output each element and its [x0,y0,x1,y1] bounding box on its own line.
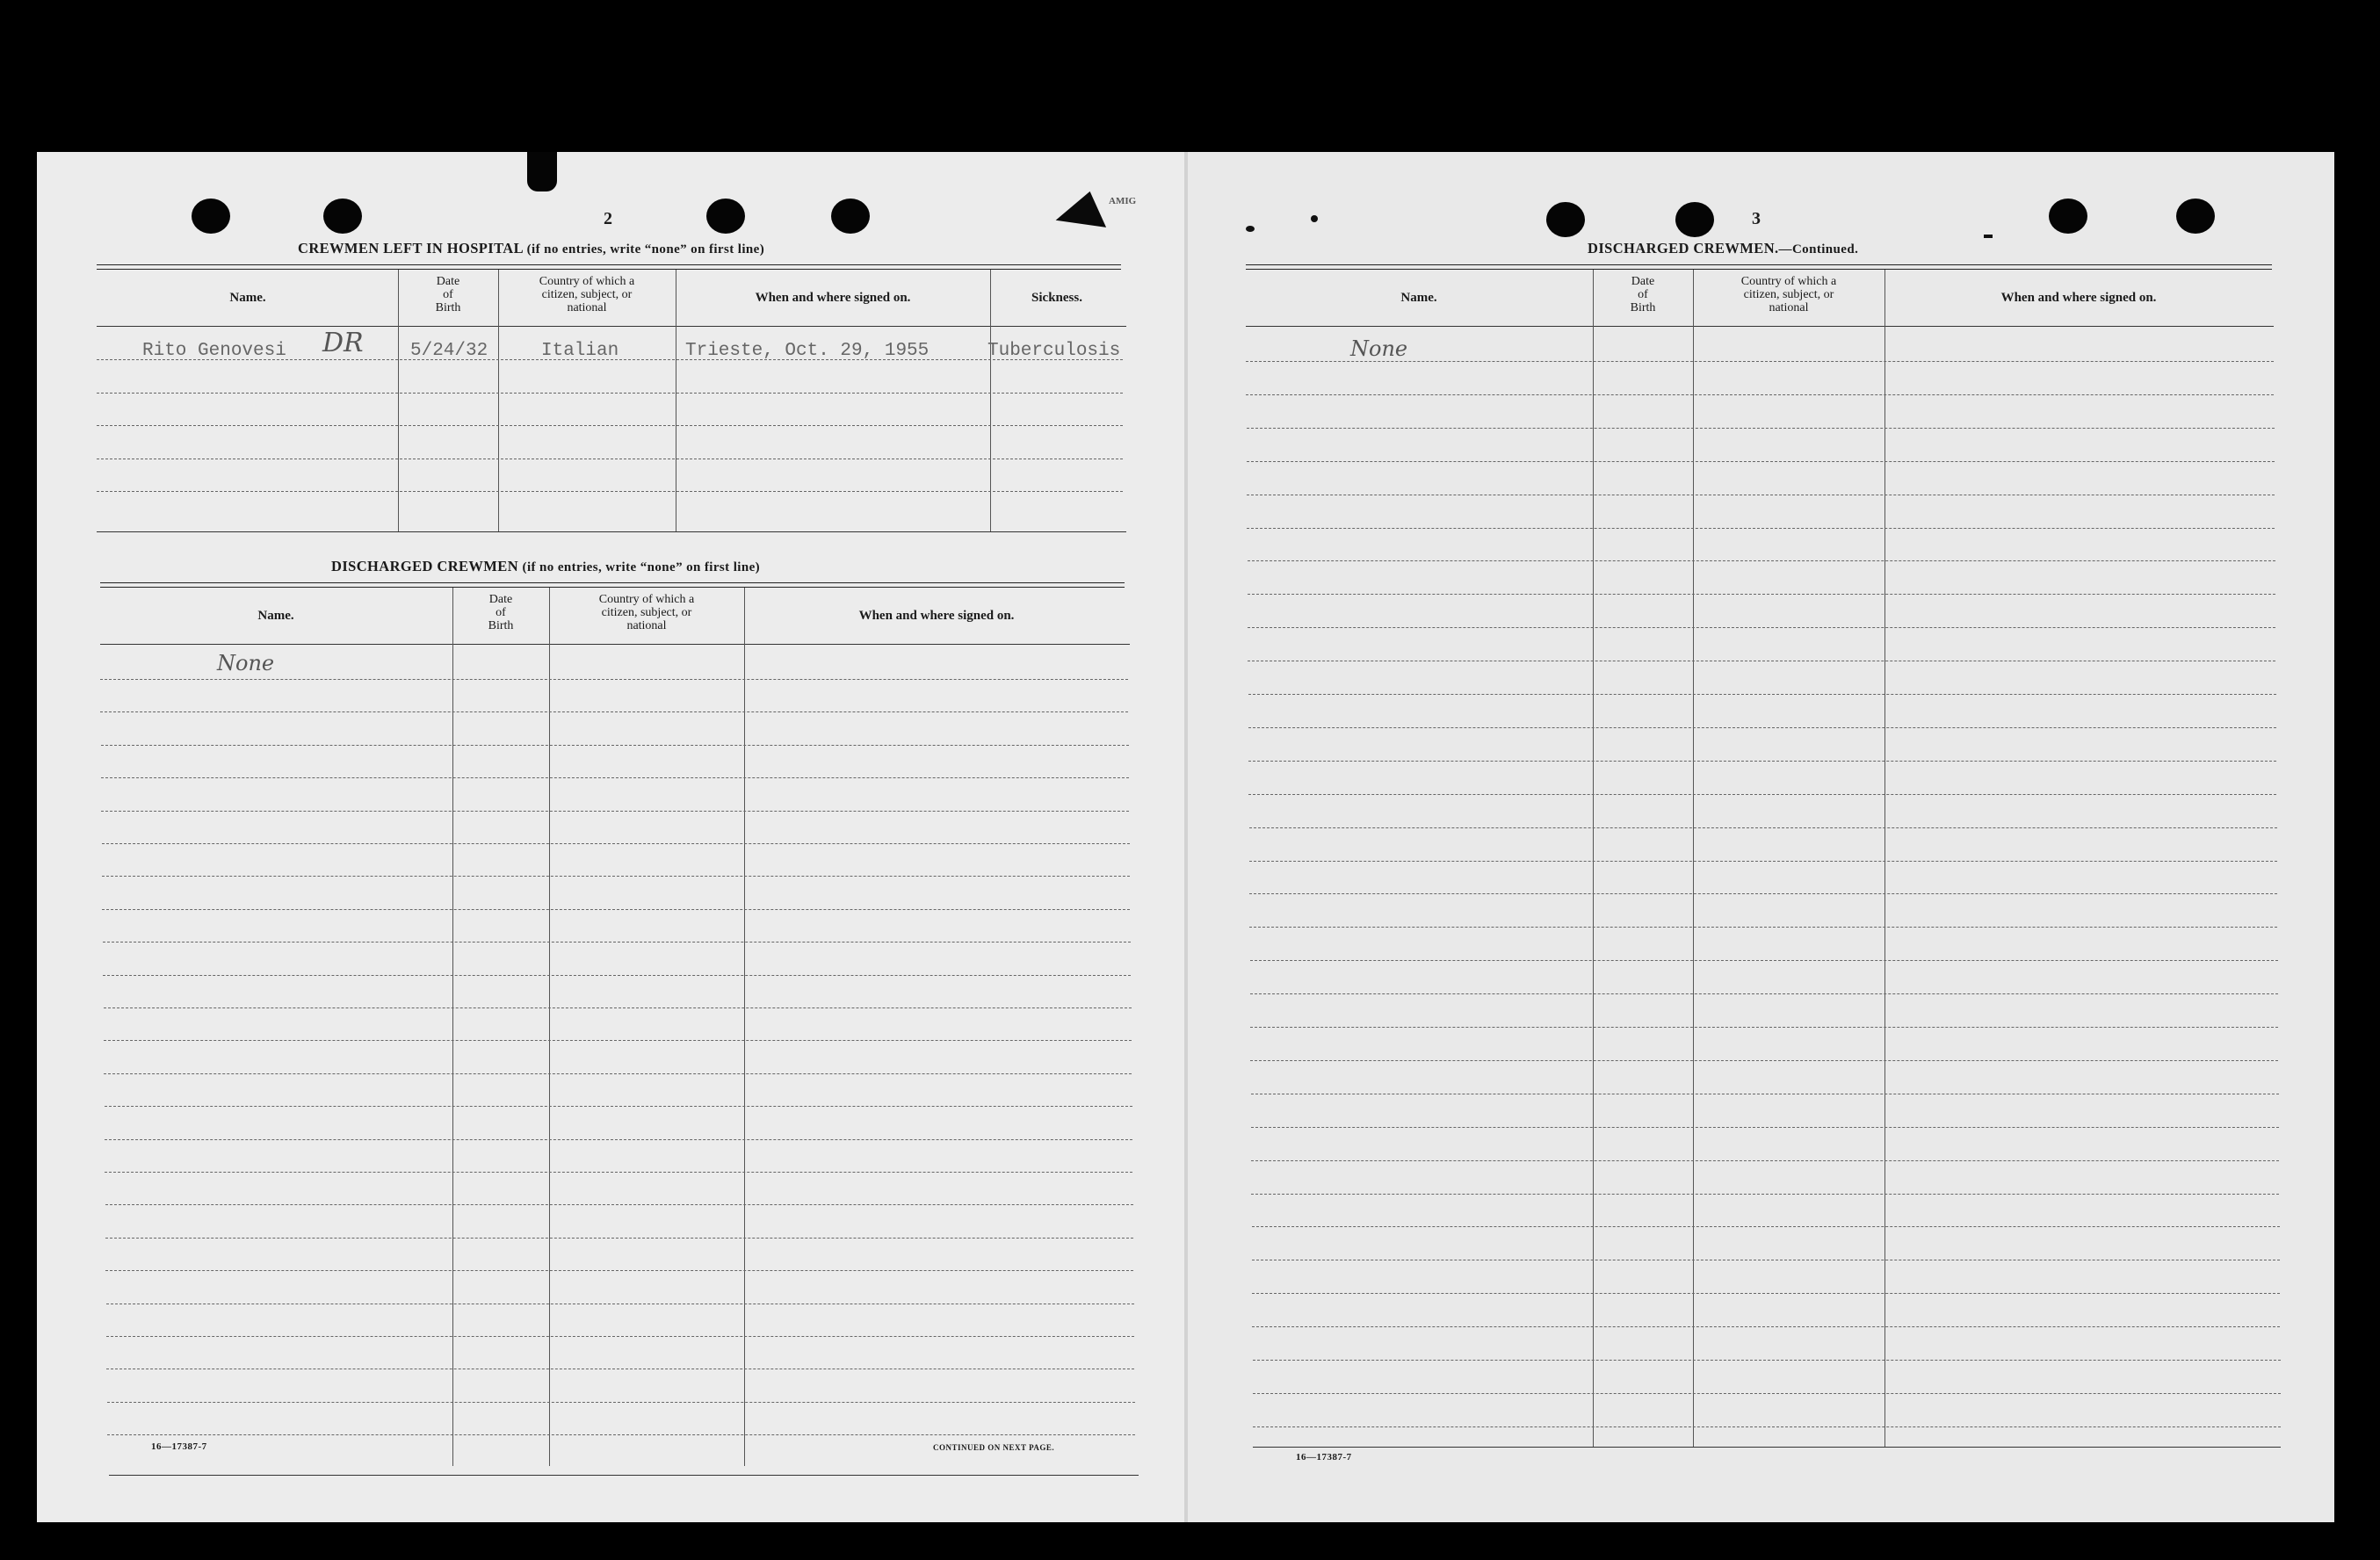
entry-row-line [1248,594,2275,595]
entry-row-line [107,1434,1135,1435]
discharged-continued-title: DISCHARGED CREWMEN.—Continued. [1588,240,1859,256]
column-divider [549,588,550,1466]
column-divider [990,270,991,531]
entry-row-line [101,777,1129,778]
section-rule [97,264,1121,270]
ink-speck [1311,215,1318,222]
column-divider [398,270,399,531]
column-divider [1884,270,1885,1447]
hospital-entry-country: Italian [541,341,619,361]
entry-row-line [105,1204,1133,1205]
entry-row-line [1253,1393,2281,1394]
entry-row-line [1248,560,2275,561]
punch-hole [1675,202,1714,237]
entry-row-line [1246,394,2274,395]
entry-row-line [1252,1326,2280,1327]
left-page [37,152,1188,1522]
page-number: 3 [1752,209,1761,228]
hospital-entry-signed-on: Trieste, Oct. 29, 1955 [685,341,930,361]
entry-row-line [1252,1293,2280,1294]
torn-mark [527,152,557,191]
entry-row-line [1249,927,2277,928]
entry-row-line [1252,1226,2280,1227]
stamp-fragment: AMIG [1109,196,1137,206]
column-divider [1693,270,1694,1447]
col-header-signed-on: When and where signed on. [755,291,911,305]
ink-speck [1984,235,1993,238]
column-divider [744,588,745,1466]
entry-row-line [1248,761,2276,762]
entry-row-line [1250,1060,2278,1061]
header-rule [100,644,1130,645]
col-header-name: Name. [257,609,294,623]
table-bottom-rule [1253,1447,2281,1448]
col-header-country: Country of which a citizen, subject, or national [1740,275,1837,314]
hospital-entry-name: Rito Genovesi [142,341,286,361]
entry-row-line [105,1238,1133,1239]
col-header-dob: Date of Birth [435,275,461,314]
ink-blot [1056,187,1111,228]
entry-row-line [105,1139,1132,1140]
section-bottom-rule [97,531,1126,532]
section-rule [100,582,1125,588]
punch-hole [831,199,870,234]
entry-row-line [1247,528,2275,529]
col-header-signed-on: When and where signed on. [858,609,1015,623]
entry-row-line [97,359,1123,360]
entry-row-line [1250,1027,2278,1028]
entry-row-line [1248,727,2276,728]
punch-hole [192,199,230,234]
entry-row-line [107,1402,1135,1403]
entry-row-line [1251,1160,2279,1161]
entry-row-line [97,393,1123,394]
col-header-signed-on: When and where signed on. [2000,291,2157,305]
entry-row-line [103,975,1131,976]
col-header-dob: Date of Birth [1630,275,1656,314]
table-bottom-rule [109,1475,1139,1476]
continued-note: CONTINUED ON NEXT PAGE. [933,1443,1055,1452]
entry-row-line [102,843,1130,844]
entry-row-line [1249,893,2277,894]
discharged-entry-none: None [217,651,275,675]
entry-row-line [1250,993,2278,994]
entry-row-line [102,909,1130,910]
col-header-country: Country of which a citizen, subject, or national [539,275,635,314]
right-page [1188,152,2334,1522]
entry-row-line [100,711,1128,712]
header-rule [1246,326,2274,327]
col-header-name: Name. [229,291,266,305]
col-header-dob: Date of Birth [488,593,514,632]
form-number: 16—17387-7 [151,1441,207,1452]
entry-row-line [104,1073,1132,1074]
ink-speck [1246,226,1255,232]
punch-hole [2176,199,2215,234]
page-number: 2 [604,209,612,228]
entry-row-line [1253,1426,2281,1427]
hospital-entry-dob: 5/24/32 [410,341,488,361]
entry-row-line [1251,1127,2279,1128]
entry-row-line [1247,428,2275,429]
entry-row-line [1250,960,2278,961]
entry-row-line [1251,1194,2279,1195]
column-divider [1593,270,1594,1447]
punch-hole [706,199,745,234]
discharged-entry-none: None [1350,336,1408,361]
col-header-name: Name. [1400,291,1437,305]
entry-row-line [102,876,1130,877]
section-rule [1246,264,2272,270]
punch-hole [2049,199,2087,234]
entry-row-line [1249,827,2277,828]
punch-hole [1546,202,1585,237]
entry-row-line [105,1106,1132,1107]
punch-hole [323,199,362,234]
hospital-entry-sickness: Tuberculosis [987,341,1121,361]
entry-row-line [1253,1360,2281,1361]
entry-row-line [105,1172,1132,1173]
entry-row-line [104,1040,1132,1041]
discharged-section-title: DISCHARGED CREWMEN (if no entries, write “none” on first line) [331,558,761,574]
hospital-entry-initials: DR [322,328,364,358]
entry-row-line [97,491,1123,492]
hospital-section-title: CREWMEN LEFT IN HOSPITAL (if no entries, write “none” on first line) [298,240,765,256]
entry-row-line [1246,361,2274,362]
entry-row-line [1247,461,2275,462]
entry-row-line [105,1270,1133,1271]
col-header-sickness: Sickness. [1031,291,1082,305]
header-rule [97,326,1126,327]
entry-row-line [97,425,1123,426]
entry-row-line [100,679,1128,680]
col-header-country: Country of which a citizen, subject, or national [598,593,695,632]
column-divider [452,588,453,1466]
entry-row-line [101,811,1129,812]
entry-row-line [101,745,1129,746]
entry-row-line [1248,794,2276,795]
entry-row-line [1248,627,2275,628]
entry-row-line [1248,694,2276,695]
form-number: 16—17387-7 [1296,1452,1352,1462]
entry-row-line [1249,861,2277,862]
entry-row-line [106,1336,1134,1337]
column-divider [498,270,499,531]
